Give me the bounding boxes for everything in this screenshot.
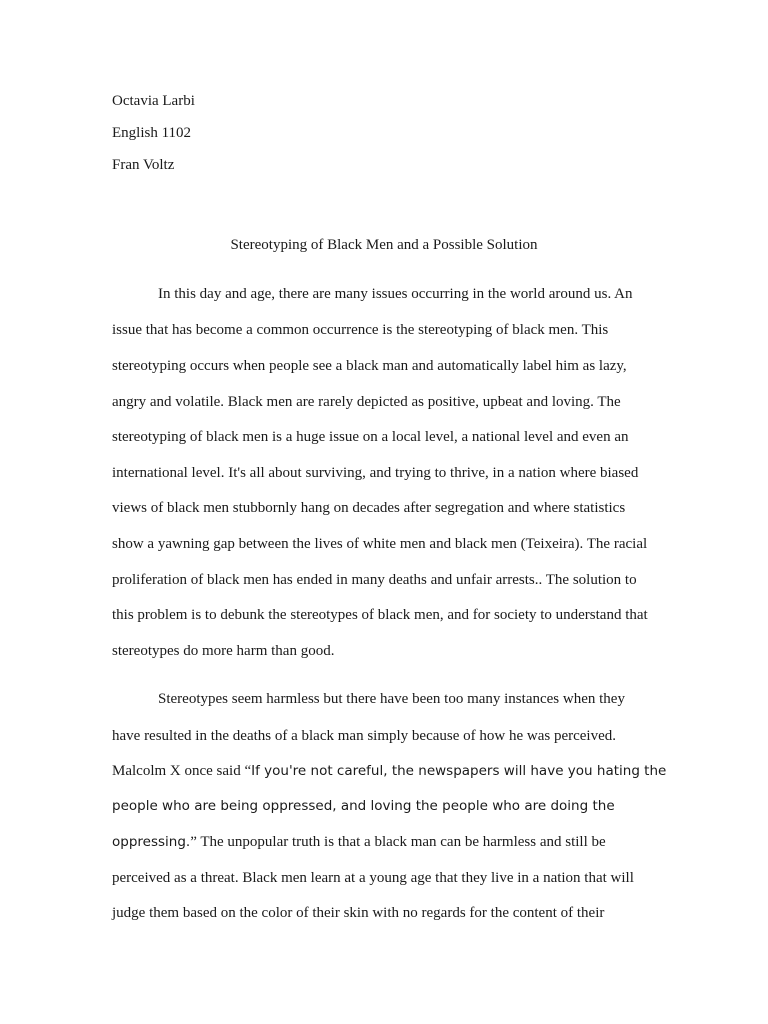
paragraph-line: have resulted in the deaths of a black man simply because of how he was perceived. <box>112 728 616 744</box>
paragraph-line: issue that has become a common occurrence is the stereotyping of black men. This <box>112 322 609 338</box>
course-name: English 1102 <box>112 125 192 141</box>
paragraph-line-with-quote <box>112 833 606 851</box>
paragraph-line: stereotypes do more harm than good. <box>112 643 335 659</box>
author-name: Octavia Larbi <box>112 93 195 109</box>
quote-follow-up: ” The unpopular truth is that a black man can be harmless and still be <box>190 834 606 850</box>
quote-intro: Malcolm X once said “ <box>112 763 252 779</box>
paragraph-line: views of black men stubbornly hang on decades after segregation and where statistics <box>112 500 626 516</box>
paragraph-line: stereotyping of black men is a huge issue on a local level, a national level and even an <box>112 429 629 445</box>
paragraph-line: international level. It's all about surviving, and trying to thrive, in a nation where biased <box>112 465 639 481</box>
essay-title: Stereotyping of Black Men and a Possible Solution <box>230 237 538 253</box>
paragraph-line: In this day and age, there are many issues occurring in the world around us. An <box>158 286 633 302</box>
paragraph-line: angry and volatile. Black men are rarely depicted as positive, upbeat and loving. The <box>112 394 621 410</box>
instructor-name: Fran Voltz <box>112 157 175 173</box>
malcolm-x-quote: If you're not careful, the newspapers will have you hating the <box>251 763 667 779</box>
malcolm-x-quote-continued: people who are being oppressed, and loving the people who are doing the <box>112 798 615 814</box>
malcolm-x-quote-end: oppressing. <box>112 834 191 850</box>
paragraph-line: perceived as a threat. Black men learn at a young age that they live in a nation that will <box>112 870 634 886</box>
paragraph-line: Stereotypes seem harmless but there have been too many instances when they <box>158 691 625 707</box>
paragraph-line: this problem is to debunk the stereotypes of black men, and for society to understand that <box>112 607 648 623</box>
paragraph-line-with-quote <box>112 762 666 780</box>
paragraph-line: stereotyping occurs when people see a black man and automatically label him as lazy, <box>112 358 627 374</box>
paragraph-line: show a yawning gap between the lives of white men and black men (Teixeira). The racial <box>112 536 648 552</box>
paragraph-line: proliferation of black men has ended in many deaths and unfair arrests.. The solution to <box>112 572 637 588</box>
paragraph-line: judge them based on the color of their skin with no regards for the content of their <box>112 905 605 921</box>
